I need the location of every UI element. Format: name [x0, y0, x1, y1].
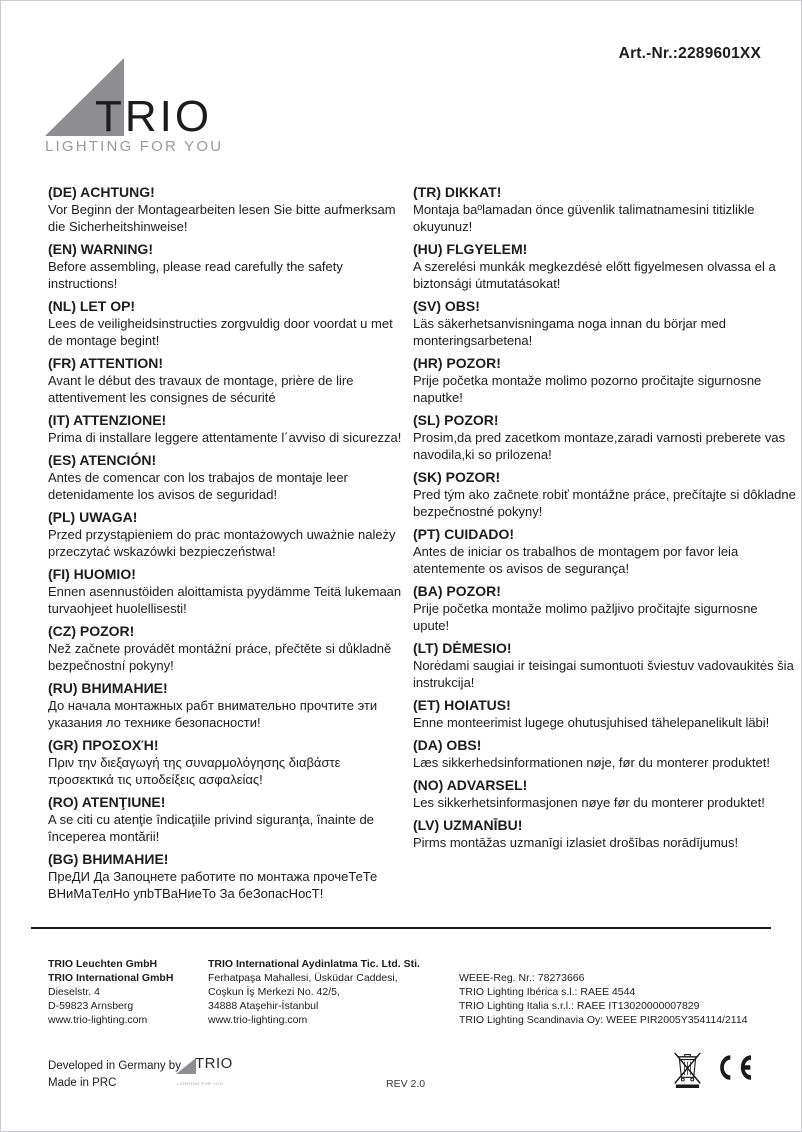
developed-by-line: Developed in Germany by [48, 1060, 181, 1072]
warning-body: Prima di installare leggere attentamente l´avviso di sicurezza! [48, 430, 402, 445]
warning-heading: (NO) ADVARSEL! [413, 777, 528, 793]
warning-heading: (PL) UWAGA! [48, 509, 138, 525]
warning-body: A szerelési munkák megkezdésė előtt figyelmesen olvassa el a biztonsági útmutatásokat! [413, 259, 776, 291]
warning-heading: (ES) ATENCIÓN! [48, 452, 157, 468]
warning-body: Lees de veiligheidsinstructies zorgvuldig door voordat u met de montage begint! [48, 316, 393, 348]
ce-mark [713, 1055, 753, 1080]
warning-heading: (HU) FLGYELEM! [413, 241, 528, 257]
warning-body: Enne monteerimist lugege ohutusjuhised tähelepanelikult läbi! [413, 715, 770, 730]
warning-body: Prije početka montaže molimo pažljivo pročitajte sigurnosne upute! [413, 601, 758, 633]
warning-body: Prije početka montaže molimo pozorno pročitajte sigurnosne naputke! [413, 373, 762, 405]
warning-item-bg [48, 851, 404, 902]
trio-logo-small [176, 1055, 234, 1086]
made-in-line: Made in PRC [48, 1077, 117, 1089]
warning-item-lv [413, 817, 797, 851]
warning-body: Ennen asennustöiden aloittamista pyydämme Teitä lukemaan turvaohjeet huolellisesti! [48, 584, 402, 616]
footer-line: D-59823 Arnsberg [48, 1000, 134, 1012]
warning-body: Πριν την διεξαγωγή της συναρμολόγησης διαβάστε προσεκτικά τις υποδείξεις ασφαλείας! [48, 755, 341, 787]
warning-heading: (BG) ВНИМАНИЕ! [48, 851, 169, 867]
warning-heading: (LT) DĖMESIO! [413, 640, 512, 656]
warning-heading: (ET) HOIATUS! [413, 697, 511, 713]
warning-heading: (SK) POZOR! [413, 469, 501, 485]
warning-body: Läs säkerhetsanvisningama noga innan du börjar med monteringsarbetena! [413, 316, 726, 348]
warning-heading: (SL) POZOR! [413, 412, 499, 428]
footer-line: Dieselstr. 4 [48, 986, 100, 998]
warning-heading: (FI) HUOMIO! [48, 566, 136, 582]
warning-item-fi [48, 566, 404, 617]
footer-divider [31, 927, 771, 929]
warning-item-cz [48, 623, 404, 674]
warning-heading: (TR) DIKKAT! [413, 184, 502, 200]
warning-item-pt [413, 526, 797, 577]
footer-address-turkey [208, 957, 420, 1027]
footer-line: TRIO International Aydinlatma Tic. Ltd. Sti. [208, 958, 420, 970]
footer-website: www.trio-lighting.com [48, 1014, 148, 1026]
warning-item-nl [48, 298, 404, 349]
warning-heading: (RO) ATENŢIUNE! [48, 794, 166, 810]
footer-line: Ferhatpaşa Mahallesi, Üsküdar Caddesi, [208, 972, 398, 984]
warning-body: Before assembling, please read carefully the safety instructions! [48, 259, 343, 291]
origin-statement [48, 1055, 233, 1092]
logo-triangle-icon [176, 1058, 196, 1074]
warnings-column-right [413, 184, 797, 857]
warning-heading: (EN) WARNING! [48, 241, 153, 257]
warning-heading: (RU) ВНИМАНИЕ! [48, 680, 168, 696]
warning-heading: (SV) OBS! [413, 298, 480, 314]
warning-heading: (CZ) POZOR! [48, 623, 135, 639]
warning-item-fr [48, 355, 404, 406]
warning-item-et [413, 697, 797, 731]
footer-website: www.trio-lighting.com [208, 1014, 308, 1026]
footer-weee-registrations [459, 971, 748, 1027]
warning-item-de [48, 184, 404, 235]
warning-body: Pirms montāžas uzmanīgi izlasiet drošības norādījumus! [413, 835, 739, 850]
footer-line: WEEE-Reg. Nr.: 78273666 [459, 972, 585, 984]
warning-item-es [48, 452, 404, 503]
warning-item-hu [413, 241, 797, 292]
warning-heading: (GR) ΠΡΟΣΟΧΉ! [48, 737, 159, 753]
logo-tagline: LIGHTING FOR YOU [177, 1081, 224, 1086]
warning-item-hr [413, 355, 797, 406]
footer-line: 34888 Ataşehir-İstanbul [208, 1000, 319, 1012]
warning-body: Przed przystąpieniem do prac montażowych uważnie należy przeczytać wskazówki bezpieczeństwa! [48, 527, 396, 559]
warning-item-tr [413, 184, 797, 235]
warning-item-en [48, 241, 404, 292]
warning-heading: (BA) POZOR! [413, 583, 501, 599]
warning-heading: (IT) ATTENZIONE! [48, 412, 167, 428]
footer-line: TRIO Leuchten GmbH [48, 958, 158, 970]
warning-heading: (LV) UZMANĪBU! [413, 817, 523, 833]
warning-item-lt [413, 640, 797, 691]
warning-body: Antes de comencar con los trabajos de montaje leer detenidamente los avisos de seguridad! [48, 470, 348, 502]
warning-body: Norėdami saugiai ir teisingai sumontuoti šviestuv vadovaukitės šia instrukcija! [413, 658, 794, 690]
warning-heading: (PT) CUIDADO! [413, 526, 515, 542]
warning-body: A se citi cu atenţie îndicaţiile privind siguranţa, înainte de începerea montării! [48, 812, 374, 844]
warning-body: Pred tým ako začnete robiť montážne práce, prečítajte si dôkladne bezpečnostné pokyny! [413, 487, 796, 519]
warning-item-ro [48, 794, 404, 845]
warning-body: Vor Beginn der Montagearbeiten lesen Sie bitte aufmerksam die Sicherheitshinweise! [48, 202, 396, 234]
revision-label: REV 2.0 [386, 1078, 426, 1090]
footer-line: TRIO Lighting Ibérica s.l.: RAEE 4544 [459, 986, 636, 998]
warning-body: Antes de iniciar os trabalhos de montagem por favor leia atentemente os avisos de segurança! [413, 544, 739, 576]
warning-body: Læs sikkerhedsinformationen nøje, før du monterer produktet! [413, 755, 770, 770]
warning-heading: (DA) OBS! [413, 737, 482, 753]
warning-item-sk [413, 469, 797, 520]
weee-crossed-bin-icon [672, 1050, 703, 1088]
footer-line: Coşkun İş Merkezi No. 42/5, [208, 986, 340, 998]
warning-body: Montaja baºlamadan önce güvenlik talimatnamesini titizlikle okuyunuz! [413, 202, 755, 234]
footer-address-germany [48, 957, 173, 1027]
warning-heading: (HR) POZOR! [413, 355, 501, 371]
warning-item-da [413, 737, 797, 771]
warning-item-no [413, 777, 797, 811]
warning-body: Avant le début des travaux de montage, prière de lire attentivement les consignes de sécurité [48, 373, 354, 405]
warnings-column-left [48, 184, 404, 908]
warning-item-sv [413, 298, 797, 349]
warning-item-ru [48, 680, 404, 731]
logo-wordmark: TRIO [95, 92, 213, 141]
warning-heading: (FR) ATTENTION! [48, 355, 164, 371]
warning-heading: (DE) ACHTUNG! [48, 184, 155, 200]
warning-item-it [48, 412, 404, 446]
warning-item-ba [413, 583, 797, 634]
warning-heading: (NL) LET OP! [48, 298, 136, 314]
article-number: Art.-Nr.:2289601XX [618, 45, 761, 62]
footer-line: TRIO International GmbH [48, 972, 174, 984]
warning-item-gr [48, 737, 404, 788]
warning-body: ПреДИ Да Запоцнете работите по монтажа прочеТеТе ВНиМаТелНо упbТВаНиеТо За беЗопасНосТ! [48, 869, 378, 901]
logo-wordmark: TRIO [195, 1055, 233, 1072]
warning-body: Prosim,da pred zacetkom montaze,zaradi varnosti preberete vas navodila,ki so prilozena! [413, 430, 786, 462]
warning-body: До начала монтажных рабт внимательно прочтите эти указания ло технике безопасности! [48, 698, 378, 730]
warning-body: Les sikkerhetsinformasjonen nøye før du monterer produktet! [413, 795, 765, 810]
footer-line: TRIO Lighting Italia s.r.l.: RAEE IT13020000007829 [459, 1000, 700, 1012]
logo-tagline: LIGHTING FOR YOU [45, 138, 224, 155]
warning-body: Než začnete provádět montážní práce, přečtěte si důkladně bezpečnostní pokyny! [48, 641, 392, 673]
warning-item-pl [48, 509, 404, 560]
warning-item-sl [413, 412, 797, 463]
footer-line: TRIO Lighting Scandinavia Oy: WEEE PIR2005Y354114/2114 [459, 1014, 748, 1026]
